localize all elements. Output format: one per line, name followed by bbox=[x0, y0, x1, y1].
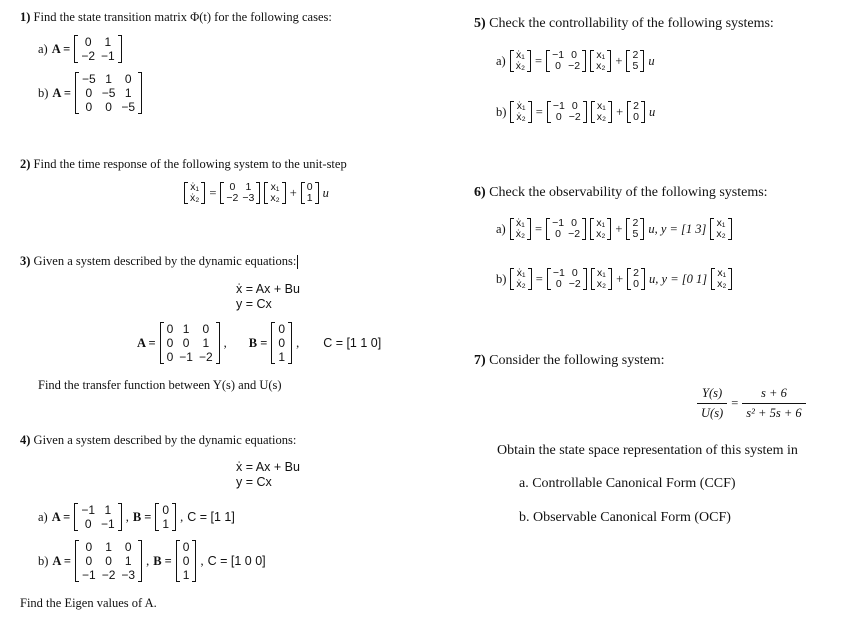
q2-state-equation bbox=[184, 182, 329, 204]
matrix-cell: ẋ₂ bbox=[515, 60, 526, 72]
matrix-cell: 1 bbox=[182, 568, 190, 582]
matrix-cell: −3 bbox=[242, 192, 255, 204]
matrix-cell: x₁ bbox=[597, 267, 606, 279]
q6-b-x bbox=[591, 268, 612, 290]
q6-b-A bbox=[547, 268, 587, 290]
q4-b-A-label: A = bbox=[52, 553, 72, 568]
q4-b-C: C = [1 0 0] bbox=[207, 554, 266, 568]
matrix-cell: 0 bbox=[166, 322, 174, 336]
q6-a-x bbox=[590, 218, 611, 240]
q3-text: Given a system described by the dynamic equations: bbox=[33, 254, 297, 268]
q1-heading bbox=[20, 10, 332, 25]
matrix-cell: x₁ bbox=[270, 181, 280, 193]
matrix-cell: 1 bbox=[245, 181, 252, 193]
matrix-cell: 0 bbox=[124, 72, 132, 86]
matrix-cell: 0 bbox=[84, 35, 92, 49]
matrix-cell: 1 bbox=[306, 192, 313, 204]
q4-b bbox=[38, 540, 266, 582]
matrix-cell: 0 bbox=[571, 267, 578, 279]
q4-number: 4) bbox=[20, 433, 31, 447]
q3-heading bbox=[20, 254, 298, 269]
matrix-cell: −1 bbox=[81, 503, 95, 517]
q3-B-label: B = bbox=[248, 335, 268, 350]
matrix-cell: ẋ₂ bbox=[190, 192, 200, 204]
q7-tf-left-den: U(s) bbox=[697, 403, 727, 421]
q2-equals: = bbox=[209, 185, 217, 200]
q3-task: Find the transfer function between Y(s) and U(s) bbox=[38, 378, 282, 392]
matrix-cell: x₁ bbox=[596, 217, 606, 229]
q2-number: 2) bbox=[20, 157, 31, 171]
matrix-cell: 0 bbox=[306, 181, 313, 193]
matrix-cell: 0 bbox=[105, 100, 112, 114]
q5-b-equals: = bbox=[535, 104, 543, 119]
q4-a-A bbox=[74, 503, 121, 531]
matrix-cell: −5 bbox=[121, 100, 136, 114]
q5-a-x bbox=[590, 50, 611, 72]
matrix-cell: x₂ bbox=[596, 228, 606, 240]
matrix-cell: 0 bbox=[278, 336, 286, 350]
matrix-cell: 1 bbox=[124, 554, 132, 568]
matrix-cell: 0 bbox=[555, 228, 562, 240]
matrix-cell: 0 bbox=[555, 60, 562, 72]
q1-b-label: b) bbox=[38, 85, 49, 100]
matrix-cell: 0 bbox=[85, 86, 93, 100]
matrix-cell: 0 bbox=[162, 503, 170, 517]
matrix-cell: 2 bbox=[632, 49, 639, 61]
matrix-cell: 0 bbox=[105, 554, 112, 568]
matrix-cell: ẋ₁ bbox=[190, 181, 200, 193]
q2-heading bbox=[20, 157, 347, 172]
q3-matrices bbox=[137, 322, 381, 364]
matrix-cell: −1 bbox=[552, 49, 565, 61]
q2-u: u bbox=[322, 185, 329, 200]
q3-A bbox=[160, 322, 220, 364]
q6-text: Check the observability of the following systems: bbox=[489, 185, 768, 200]
matrix-cell: 1 bbox=[104, 503, 112, 517]
matrix-cell: ẋ₂ bbox=[516, 278, 526, 290]
q5-b-B bbox=[627, 101, 645, 123]
q3-B bbox=[271, 322, 292, 364]
matrix-cell: −1 bbox=[101, 517, 115, 531]
q6-b-x2 bbox=[711, 268, 732, 290]
matrix-cell: −1 bbox=[101, 49, 115, 63]
matrix-cell: x₂ bbox=[596, 111, 607, 123]
q7-tf-right-den: s² + 5s + 6 bbox=[742, 403, 805, 421]
matrix-cell: −2 bbox=[101, 568, 116, 582]
matrix-cell: 0 bbox=[555, 278, 562, 290]
matrix-cell: ẋ₁ bbox=[516, 267, 526, 279]
q5-heading bbox=[474, 16, 774, 32]
q6-b-plus: + bbox=[616, 271, 624, 286]
q1-b-A: A = bbox=[52, 85, 72, 100]
matrix-cell: 0 bbox=[182, 554, 190, 568]
q4-a-B bbox=[155, 503, 176, 531]
q3-number: 3) bbox=[20, 254, 31, 268]
matrix-cell: 0 bbox=[571, 100, 578, 112]
matrix-cell: −2 bbox=[568, 111, 581, 123]
q6-b-y: u, y = [0 1] bbox=[649, 271, 708, 286]
q1-b bbox=[38, 72, 142, 114]
q1-b-matrix bbox=[75, 72, 142, 114]
matrix-cell: x₁ bbox=[597, 100, 606, 112]
q1-a-label: a) bbox=[38, 41, 48, 56]
q7-a: a. Controllable Canonical Form (CCF) bbox=[519, 476, 736, 491]
q6-a-B bbox=[626, 218, 644, 240]
matrix-cell: −1 bbox=[552, 100, 565, 112]
q5-a-label: a) bbox=[496, 53, 506, 68]
q7-heading bbox=[474, 353, 665, 369]
matrix-cell: 0 bbox=[633, 278, 640, 290]
q4-b-B bbox=[176, 540, 197, 582]
q7-tf-left bbox=[697, 386, 727, 421]
q3-eq2: y = Cx bbox=[236, 297, 272, 311]
q6-a-x2 bbox=[710, 218, 731, 240]
matrix-cell: 0 bbox=[85, 540, 93, 554]
matrix-cell: 0 bbox=[166, 350, 174, 364]
matrix-cell: x₂ bbox=[716, 228, 726, 240]
matrix-cell: ẋ₂ bbox=[516, 111, 526, 123]
matrix-cell: 0 bbox=[571, 49, 577, 61]
q4-b-label: b) bbox=[38, 553, 49, 568]
q2-plus: + bbox=[289, 185, 297, 200]
matrix-cell: −2 bbox=[81, 49, 95, 63]
q5-a-B bbox=[626, 50, 644, 72]
matrix-cell: x₁ bbox=[717, 267, 727, 279]
q4-b-A bbox=[75, 540, 142, 582]
matrix-cell: 0 bbox=[166, 336, 174, 350]
matrix-cell: ẋ₂ bbox=[515, 228, 526, 240]
matrix-cell: x₁ bbox=[596, 49, 606, 61]
matrix-cell: 0 bbox=[571, 217, 577, 229]
q3-comma-1: , bbox=[223, 335, 227, 350]
matrix-cell: x₂ bbox=[717, 278, 727, 290]
matrix-cell: −1 bbox=[552, 267, 565, 279]
q3-A-label: A = bbox=[137, 335, 156, 350]
matrix-cell: −1 bbox=[552, 217, 565, 229]
q4-task: Find the Eigen values of A. bbox=[20, 596, 157, 610]
matrix-cell: 0 bbox=[278, 322, 286, 336]
matrix-cell: −2 bbox=[568, 278, 581, 290]
q5-b-label: b) bbox=[496, 104, 507, 119]
matrix-cell: x₂ bbox=[596, 278, 607, 290]
q6-b-equals: = bbox=[535, 271, 543, 286]
q5-b-xdot bbox=[510, 101, 531, 123]
matrix-cell: 1 bbox=[105, 540, 112, 554]
matrix-cell: −1 bbox=[179, 350, 193, 364]
q6-b-label: b) bbox=[496, 271, 507, 286]
q6-a-y: u, y = [1 3] bbox=[648, 221, 707, 236]
q4-b-comma-1: , bbox=[146, 553, 150, 568]
q7-text: Consider the following system: bbox=[489, 353, 665, 368]
matrix-cell: ẋ₁ bbox=[516, 100, 526, 112]
q2-B bbox=[301, 182, 319, 204]
matrix-cell: 5 bbox=[632, 228, 639, 240]
q7-tf-right-num: s + 6 bbox=[761, 386, 787, 400]
matrix-cell: 0 bbox=[85, 554, 93, 568]
q5-a-equals: = bbox=[535, 53, 543, 68]
matrix-cell: 0 bbox=[229, 181, 236, 193]
matrix-cell: −5 bbox=[101, 86, 116, 100]
q6-number: 6) bbox=[474, 185, 486, 200]
matrix-cell: x₂ bbox=[270, 192, 280, 204]
matrix-cell: 2 bbox=[632, 217, 639, 229]
q1-a bbox=[38, 35, 122, 63]
q6-b-B bbox=[627, 268, 645, 290]
q5-b-u: u bbox=[649, 104, 656, 119]
q6-heading bbox=[474, 185, 768, 201]
matrix-cell: x₁ bbox=[716, 217, 726, 229]
matrix-cell: 0 bbox=[182, 336, 190, 350]
q6-b-xdot bbox=[510, 268, 531, 290]
matrix-cell: −2 bbox=[198, 350, 213, 364]
q4-b-comma-2: , bbox=[200, 553, 204, 568]
matrix-cell: 1 bbox=[278, 350, 286, 364]
q5-a-u: u bbox=[648, 53, 655, 68]
q5-b-x bbox=[591, 101, 612, 123]
q2-x bbox=[264, 182, 285, 204]
q1-a-A: A = bbox=[51, 41, 71, 56]
q4-a bbox=[38, 503, 235, 531]
q1-number: 1) bbox=[20, 10, 31, 24]
matrix-cell: 0 bbox=[633, 111, 640, 123]
matrix-cell: 0 bbox=[84, 517, 92, 531]
q5-text: Check the controllability of the following systems: bbox=[489, 16, 774, 31]
q6-a-A bbox=[546, 218, 586, 240]
q4-eq2: y = Cx bbox=[236, 475, 272, 489]
matrix-cell: 1 bbox=[124, 86, 132, 100]
matrix-cell: 2 bbox=[633, 100, 640, 112]
matrix-cell: −2 bbox=[568, 228, 581, 240]
q6-a-label: a) bbox=[496, 221, 506, 236]
q7-task: Obtain the state space representation of this system in bbox=[497, 443, 798, 458]
matrix-cell: 5 bbox=[632, 60, 639, 72]
matrix-cell: −2 bbox=[226, 192, 239, 204]
q5-a bbox=[496, 50, 655, 72]
matrix-cell: 0 bbox=[182, 540, 190, 554]
q7-tf-right bbox=[742, 386, 805, 421]
q4-a-A-label: A = bbox=[51, 509, 71, 524]
matrix-cell: 1 bbox=[104, 35, 112, 49]
q3-eq1: ẋ = Ax + Bu bbox=[236, 282, 300, 296]
matrix-cell: −2 bbox=[568, 60, 581, 72]
q3-C: C = [1 1 0] bbox=[323, 336, 382, 350]
q6-b bbox=[496, 268, 732, 290]
matrix-cell: 0 bbox=[555, 111, 562, 123]
q6-a-equals: = bbox=[535, 221, 543, 236]
q1-text: Find the state transition matrix Φ(t) for the following cases: bbox=[33, 10, 332, 24]
matrix-cell: ẋ₁ bbox=[515, 217, 525, 229]
q4-a-C: C = [1 1] bbox=[187, 510, 235, 524]
q5-b-plus: + bbox=[616, 104, 624, 119]
matrix-cell: 2 bbox=[633, 267, 640, 279]
matrix-cell: 1 bbox=[182, 322, 190, 336]
matrix-cell: −1 bbox=[82, 568, 96, 582]
q2-xdot bbox=[184, 182, 205, 204]
matrix-cell: x₂ bbox=[596, 60, 606, 72]
q4-a-label: a) bbox=[38, 509, 48, 524]
matrix-cell: −5 bbox=[82, 72, 96, 86]
q4-b-B-label: B = bbox=[153, 553, 172, 568]
q2-A bbox=[220, 182, 260, 204]
matrix-cell: 1 bbox=[162, 517, 170, 531]
q3-comma-2: , bbox=[296, 335, 300, 350]
q1-a-matrix bbox=[74, 35, 121, 63]
q6-a bbox=[496, 218, 732, 240]
q7-number: 7) bbox=[474, 353, 486, 368]
q6-a-xdot bbox=[510, 218, 531, 240]
text-cursor bbox=[297, 255, 298, 269]
q4-heading bbox=[20, 433, 296, 448]
q7-b: b. Observable Canonical Form (OCF) bbox=[519, 510, 731, 525]
matrix-cell: 0 bbox=[85, 100, 93, 114]
q4-a-B-label: B = bbox=[132, 509, 152, 524]
q4-a-comma-1: , bbox=[125, 509, 129, 524]
q7-tf-left-num: Y(s) bbox=[702, 386, 723, 400]
q7-transfer-function bbox=[697, 386, 806, 421]
q4-eq1: ẋ = Ax + Bu bbox=[236, 460, 300, 474]
matrix-cell: ẋ₁ bbox=[515, 49, 525, 61]
q4-text: Given a system described by the dynamic equations: bbox=[33, 433, 297, 447]
q4-a-comma-2: , bbox=[180, 509, 184, 524]
q5-a-A bbox=[546, 50, 586, 72]
matrix-cell: 1 bbox=[202, 336, 210, 350]
q5-a-plus: + bbox=[615, 53, 623, 68]
q2-text: Find the time response of the following system to the unit-step bbox=[33, 157, 347, 171]
matrix-cell: 0 bbox=[202, 322, 210, 336]
q5-number: 5) bbox=[474, 16, 486, 31]
q5-b-A bbox=[547, 101, 587, 123]
q5-b bbox=[496, 101, 655, 123]
q5-a-xdot bbox=[510, 50, 531, 72]
q7-tf-equals: = bbox=[731, 396, 739, 410]
matrix-cell: 1 bbox=[105, 72, 112, 86]
matrix-cell: 0 bbox=[124, 540, 132, 554]
matrix-cell: −3 bbox=[121, 568, 136, 582]
q6-a-plus: + bbox=[615, 221, 623, 236]
